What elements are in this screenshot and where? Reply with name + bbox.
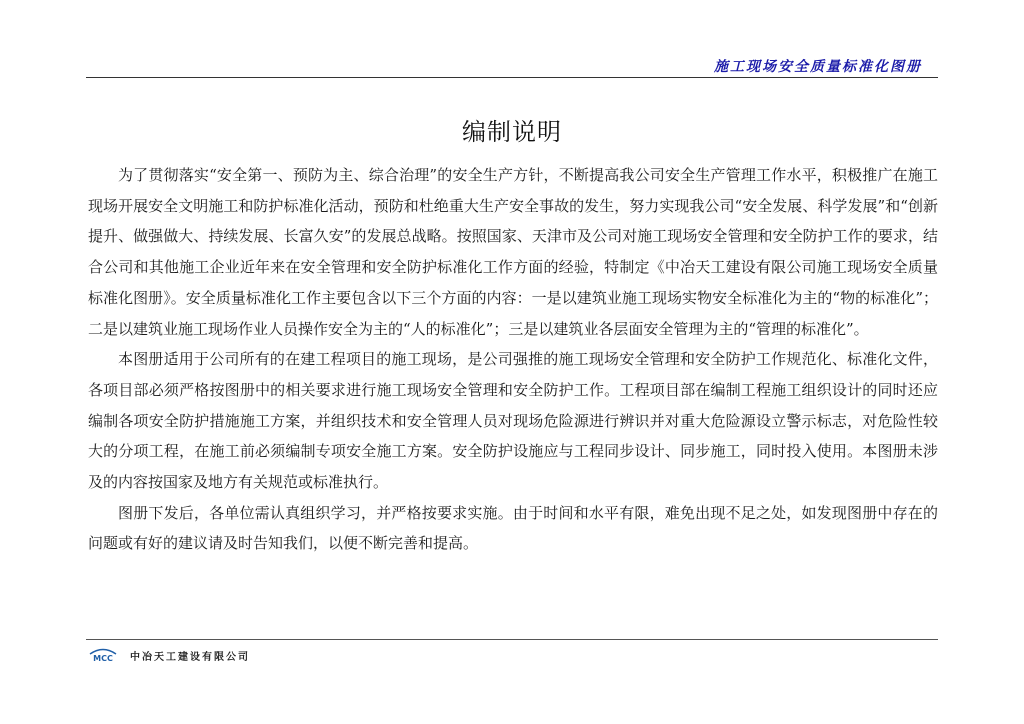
- footer-divider: [86, 639, 938, 640]
- paragraph-2: 本图册适用于公司所有的在建工程项目的施工现场，是公司强推的施工现场安全管理和安全防护工作规范化、标准化文件，各项目部必须严格按图册中的相关要求进行施工现场安全管理和安全防护工作。工程项目部在编制工程施工组织设计的同时还应编制各项安全防护措施施工方案，并组织技术和安全管理人员对现场危险源进行辨识并对重大危险源设立警示标志，对危险性较大的分项工程，在施工前必须编制专项安全施工方案。安全防护设施应与工程同步设计、同步施工，同时投入使用。本图册未涉及的内容按国家及地方有关规范或标准执行。: [88, 350, 938, 492]
- paragraph-1: 为了贯彻落实“安全第一、预防为主、综合治理”的安全生产方针，不断提高我公司安全生产管理工作水平，积极推广在施工现场开展安全文明施工和防护标准化活动，预防和杜绝重大生产安全事故的发生，努力实现我公司“安全发展、科学发展”和“创新提升、做强做大、持续发展、长富久安”的发展总战略。按照国家、天津市及公司对施工现场安全管理和安全防护工作的要求，结合公司和其他施工企业近年来在安全管理和安全防护标准化工作方面的经验，特制定《中冶天工建设有限公司施工现场安全质量标准化图册》。安全质量标准化工作主要包含以下三个方面的内容：一是以建筑业施工现场实物安全标准化为主的“物的标准化”；二是以建筑业施工现场作业人员操作安全为主的“人的标准化”；三是以建筑业各层面安全管理为主的“管理的标准化”。: [88, 166, 938, 338]
- document-title: 编制说明: [462, 118, 562, 146]
- mcc-logo-icon: [88, 646, 118, 664]
- company-name: 中冶天工建设有限公司: [130, 651, 250, 663]
- document-body: [88, 160, 938, 559]
- mcc-logo-text: MCC: [93, 654, 113, 663]
- header-divider: [86, 77, 938, 78]
- footer: [88, 646, 250, 664]
- header-title: 施工现场安全质量标准化图册: [714, 59, 922, 75]
- paragraph-3: 图册下发后，各单位需认真组织学习，并严格按要求实施。由于时间和水平有限，难免出现不足之处，如发现图册中存在的问题或有好的建议请及时告知我们，以便不断完善和提高。: [88, 503, 938, 553]
